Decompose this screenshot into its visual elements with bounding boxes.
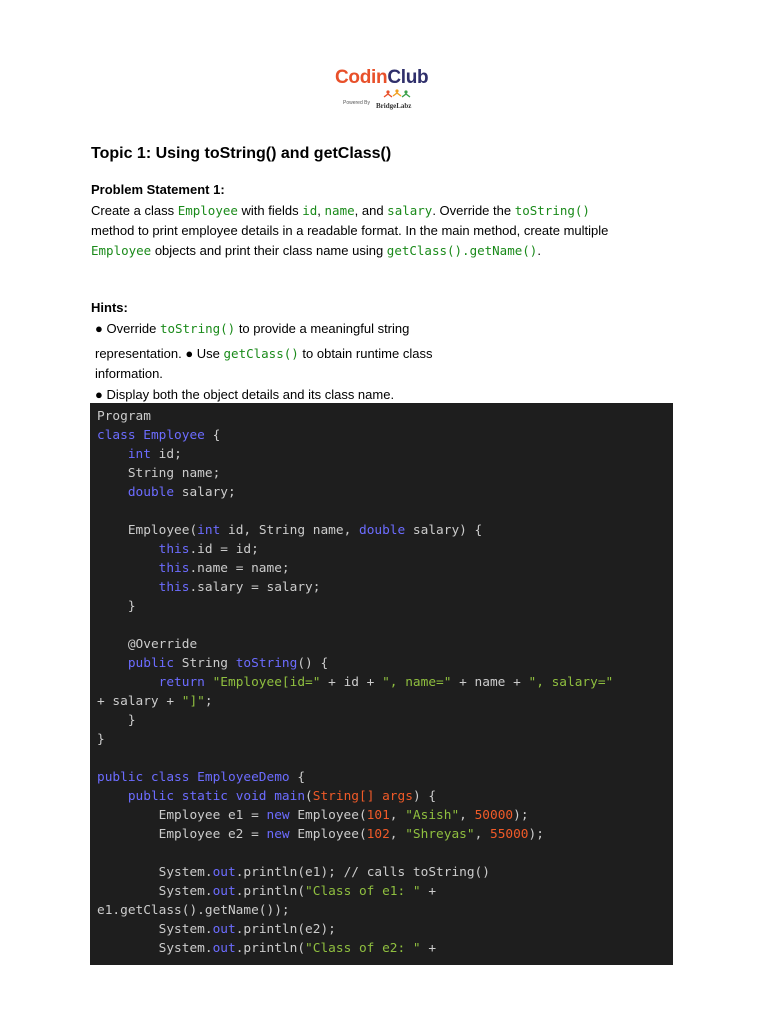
code-token: Employee( [97,523,198,538]
hint-line [95,365,163,383]
code-token: new [266,827,290,842]
inline-code: Employee [91,243,152,258]
code-token: // calls toString() [343,865,490,880]
code-token: 102 [366,827,390,842]
code-token: Program [97,409,151,424]
inline-code: salary [387,203,433,218]
code-token: String name; [97,466,221,481]
code-token: + name + [451,675,529,690]
logo-brand-part2: Club [387,67,429,88]
topic-title: Topic 1: Using toString() and getClass() [91,145,392,162]
code-line [97,654,328,673]
code-token: toString [235,656,298,671]
code-token: ); [513,808,529,823]
text-run: to obtain runtime class [298,346,433,361]
code-token: 101 [366,808,390,823]
code-token: .println( [235,941,306,956]
logo-partner: BridgeLabz [376,102,412,110]
code-token: public class [97,770,198,785]
code-token: Employee e2 = [97,827,267,842]
code-token: EmployeeDemo [197,770,290,785]
inline-code: getClass() [223,346,299,361]
code-line [97,483,236,502]
hint-line [95,386,394,404]
code-token: , [474,827,490,842]
code-token: ( [305,789,313,804]
code-token: class [97,428,144,443]
code-token: .println(e1); [235,865,344,880]
code-token: "]" [181,694,205,709]
hint-line [95,320,409,338]
code-token: 55000 [489,827,529,842]
code-token: "Class of e2: " [305,941,421,956]
code-token: , [389,827,406,842]
code-token: .println(e2); [235,922,336,937]
text-run: representation. ● Use [95,346,224,361]
text-run: ● Override [95,321,160,336]
code-token: + [420,941,437,956]
code-token: Employee e1 = [97,808,267,823]
code-line [97,597,136,616]
code-token: public static void [127,789,275,804]
code-token: salary; [174,485,236,500]
problem-statement-line [91,202,590,220]
text-run: , [317,203,325,218]
code-token [97,447,128,462]
code-token: + salary + [97,694,182,709]
logo-brand-part1: Codin [335,67,388,88]
code-token: "Class of e1: " [305,884,421,899]
code-token: this [158,542,190,557]
logo-title [335,66,428,90]
code-block [90,403,673,965]
code-line [97,540,259,559]
problem-statement-line [91,222,608,240]
code-token: int [197,523,221,538]
text-run: . [537,243,541,258]
code-token: } [97,713,136,728]
code-token: main [274,789,306,804]
code-line [97,673,613,692]
code-token: } [97,599,136,614]
code-line [97,692,213,711]
code-line [97,559,290,578]
code-token: ) { [412,789,437,804]
text-run: . Override the [432,203,515,218]
code-token: "Shreyas" [405,827,475,842]
text-run: information. [95,366,163,381]
code-token: "Employee[id=" [212,675,321,690]
code-token: @Override [127,637,198,652]
code-line [97,882,436,901]
code-token: String[] args [312,789,413,804]
code-token: .id = id; [189,542,259,557]
code-token: "Asish" [405,808,460,823]
code-token [97,580,159,595]
code-token [97,485,128,500]
code-token: int [127,447,151,462]
code-line [97,806,529,825]
code-token [97,789,128,804]
code-token: .println( [235,884,306,899]
code-token: ; [204,694,213,709]
code-line [97,768,305,787]
logo-figures-icon [382,88,412,102]
code-token: id, String name, [220,523,359,538]
code-token: () { [297,656,329,671]
code-token: System. [97,884,213,899]
code-token: salary) { [405,523,483,538]
code-line [97,407,151,426]
code-token: + id + [320,675,383,690]
code-token: e1.getClass().getName()); [97,903,290,918]
code-line [97,578,320,597]
code-token [97,542,159,557]
code-token: + [420,884,437,899]
code-token: { [204,428,221,443]
inline-code: toString() [159,321,236,336]
code-token: , [389,808,406,823]
code-token: return [158,675,213,690]
code-token: String [174,656,236,671]
code-token: ); [528,827,544,842]
code-token: } [97,732,105,747]
code-token: public [127,656,175,671]
text-run: , and [354,203,388,218]
code-token: Employee( [289,827,367,842]
text-run: to provide a meaningful string [235,321,410,336]
code-line [97,825,544,844]
code-token [97,656,128,671]
code-line [97,635,197,654]
inline-code: getClass().getName() [386,243,538,258]
code-token: { [289,770,306,785]
inline-code: name [324,203,355,218]
code-token: , [459,808,475,823]
code-line [97,521,482,540]
code-token: 50000 [474,808,514,823]
text-run: ● Display both the object details and its class name. [95,387,395,402]
code-line [97,863,490,882]
code-line [97,787,436,806]
code-token [97,675,159,690]
code-line [97,711,136,730]
code-line [97,445,182,464]
codinclub-logo [330,66,440,116]
code-token: ", salary=" [528,675,614,690]
text-run: Create a class [91,203,178,218]
code-token: .name = name; [189,561,290,576]
code-token: id; [150,447,182,462]
code-token: Employee( [289,808,367,823]
text-run: with fields [237,203,303,218]
code-line [97,426,220,445]
inline-code: Employee [177,203,238,218]
code-token: ", name=" [382,675,452,690]
code-line [97,901,290,920]
code-token: this [158,580,190,595]
code-token: System. [97,865,213,880]
code-line [97,730,105,749]
code-token [97,637,128,652]
code-token: System. [97,941,213,956]
code-token: out [212,884,236,899]
code-token: out [212,922,236,937]
code-token: Employee [143,428,205,443]
code-token: new [266,808,290,823]
code-line [97,920,336,939]
logo-powered-by: Powered By [343,100,370,106]
code-line [97,939,436,958]
code-token: double [358,523,406,538]
code-token: out [212,865,236,880]
code-token: this [158,561,190,576]
code-line [97,464,220,483]
code-token: out [212,941,236,956]
inline-code: id [302,203,318,218]
text-run: method to print employee details in a readable format. In the main method, create multiple [91,223,609,238]
code-token: System. [97,922,213,937]
code-token [97,561,159,576]
text-run: objects and print their class name using [151,243,387,258]
problem-statement-line [91,242,541,260]
code-token: double [127,485,175,500]
problem-statement-title: Problem Statement 1: [91,182,225,197]
hints-title: Hints: [91,300,128,315]
code-token: .salary = salary; [189,580,321,595]
hint-line [95,345,432,363]
inline-code: toString() [514,203,590,218]
